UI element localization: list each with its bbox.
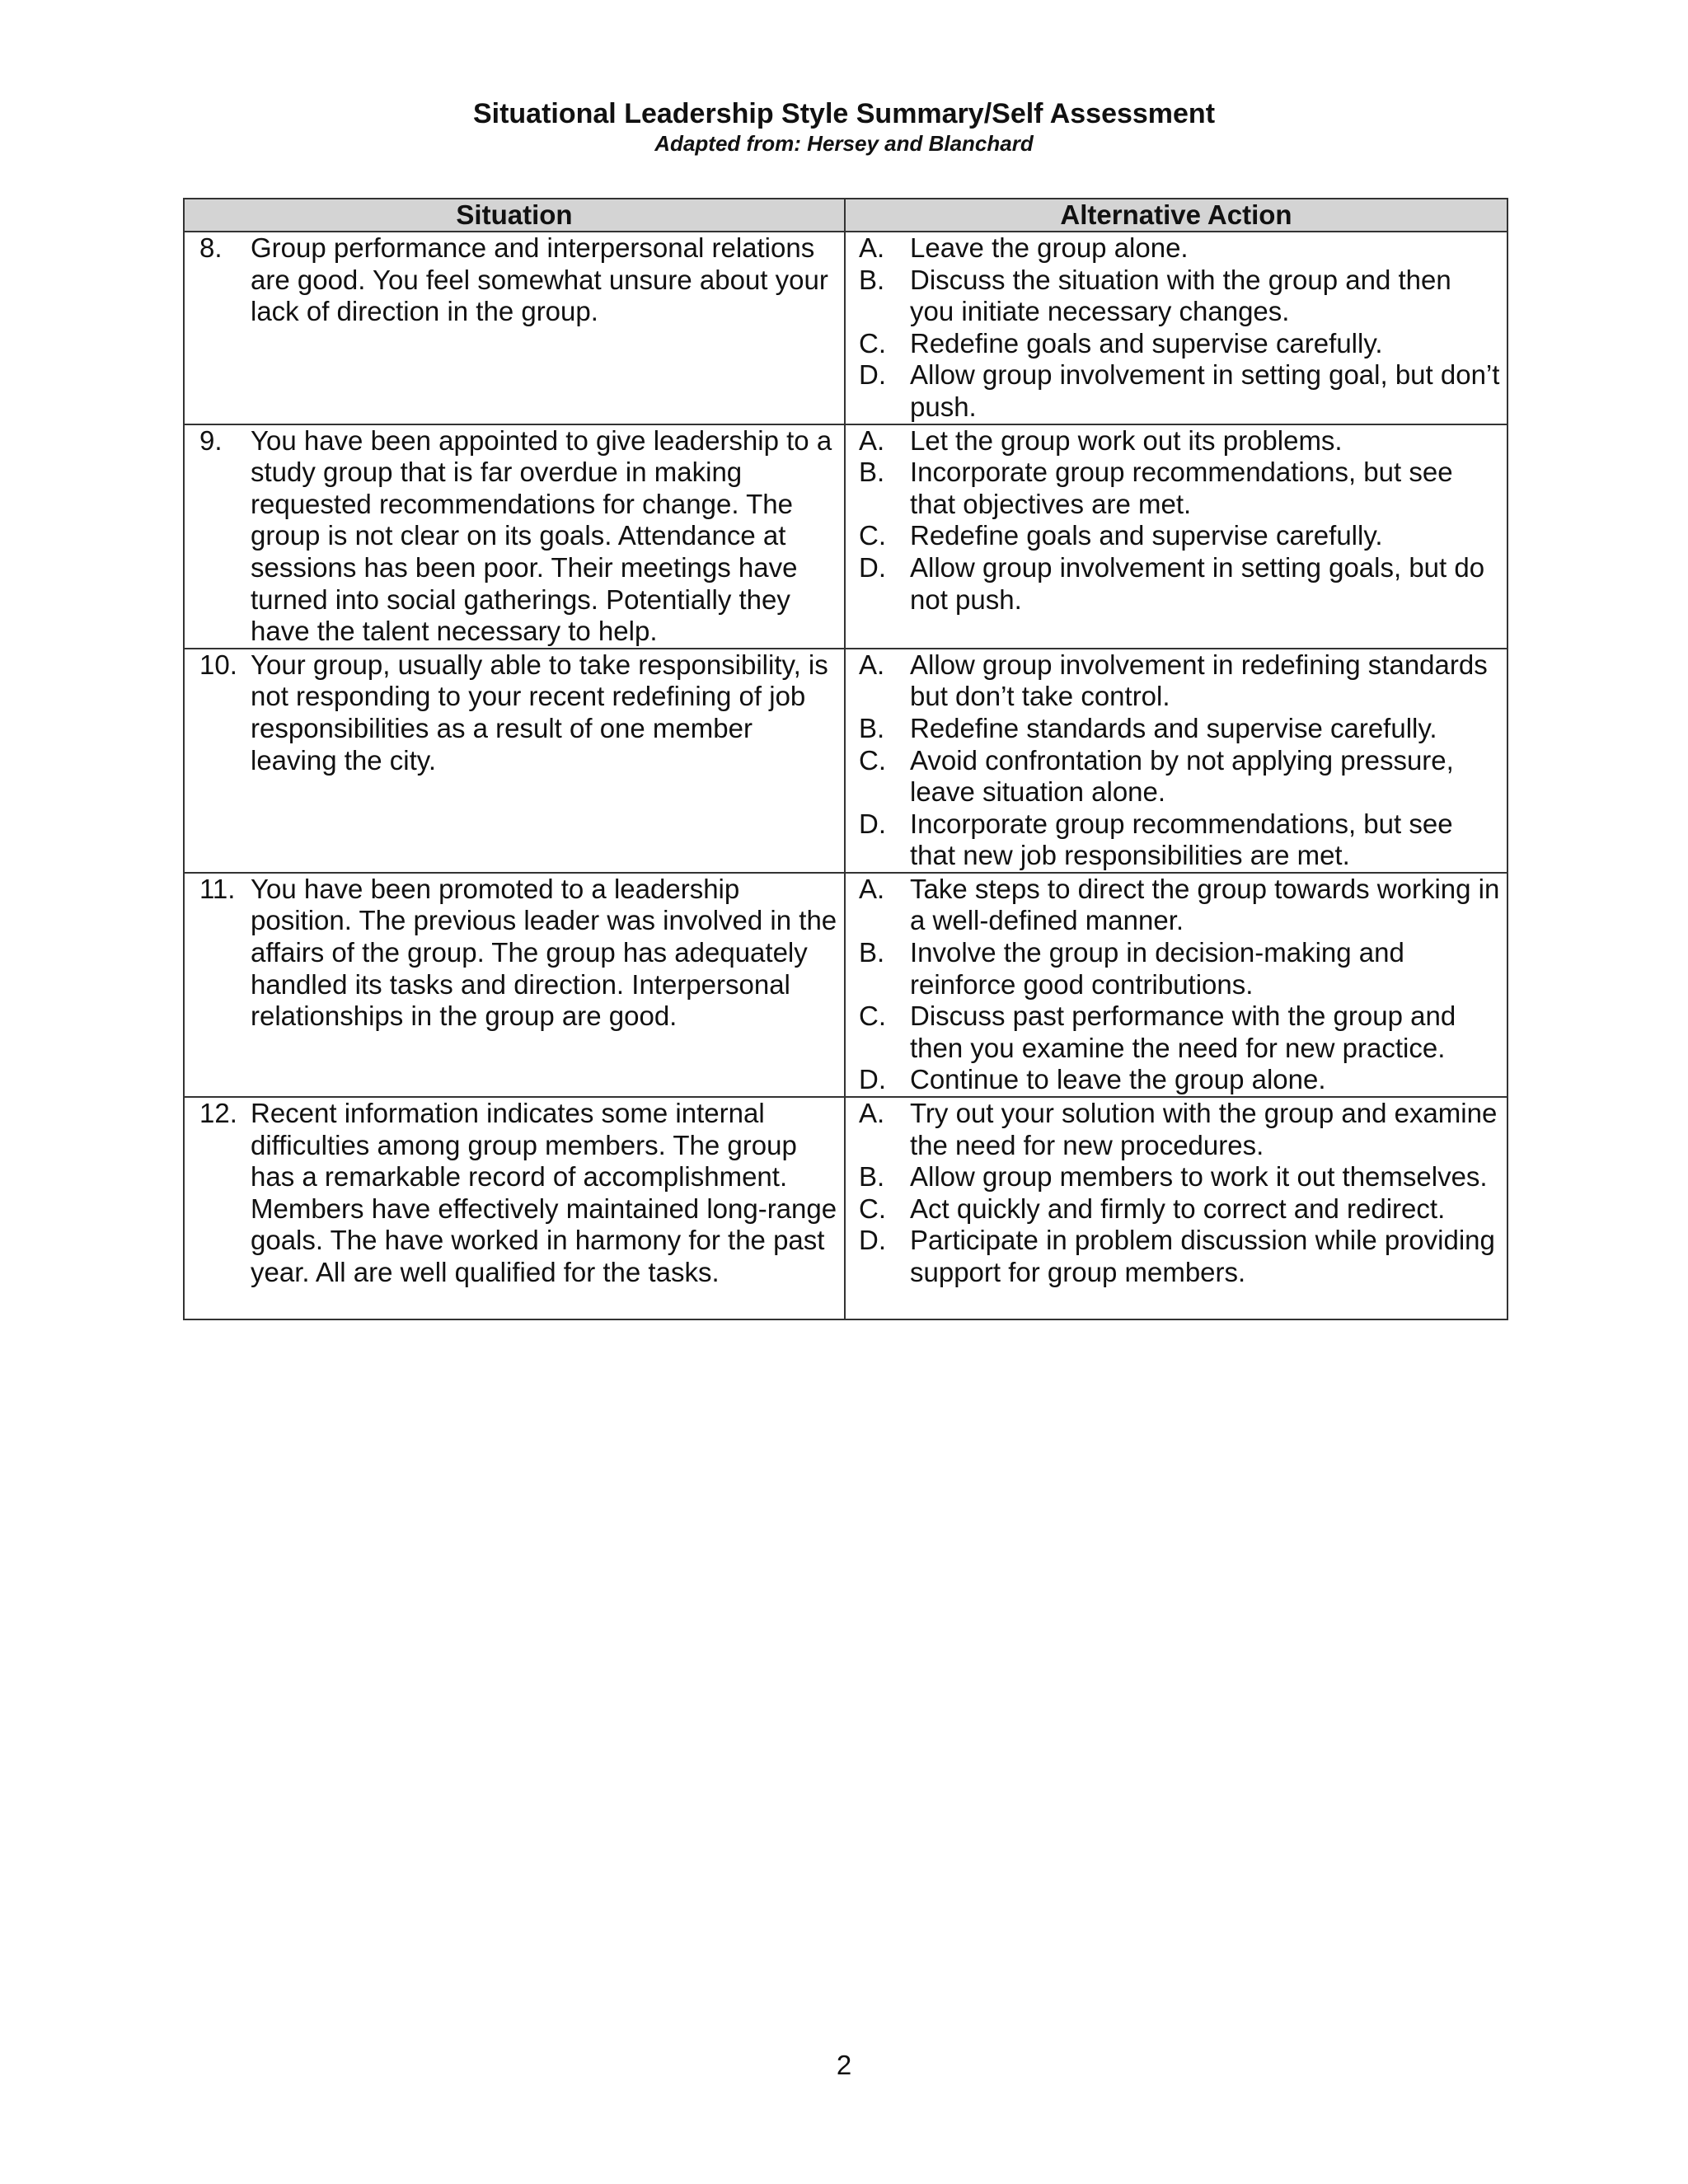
situation-number: 10. [199,649,237,680]
option-letter: D. [859,1225,886,1256]
actions-cell [845,424,1507,649]
header-situation: Situation [184,199,845,232]
option-text: Let the group work out its problems. [910,424,1343,456]
option-text: Redefine standards and supervise carefully. [910,712,1437,743]
action-option [846,1225,1500,1288]
option-letter: B. [859,712,885,743]
option-text: Participate in problem discussion while providing support for group members. [910,1225,1495,1287]
actions-cell [845,1097,1507,1319]
option-letter: A. [859,424,885,456]
table-row [184,232,1507,424]
action-option [846,520,1500,552]
document-subtitle: Adapted from: Hersey and Blanchard [654,131,1034,156]
situation-text: Your group, usually able to take responsibility, is not responding to your recent redefining of job responsibilities as a result of one member leaving the city. [251,649,828,776]
action-option [846,745,1500,808]
option-letter: B. [859,937,885,968]
action-option [846,649,1500,713]
situation-number: 9. [199,424,223,456]
action-option [846,1098,1500,1161]
option-text: Act quickly and firmly to correct and redirect. [910,1193,1446,1224]
option-letter: D. [859,359,886,391]
situation-number: 11. [199,873,236,904]
option-letter: B. [859,457,885,488]
action-option [846,713,1500,745]
table-row [184,424,1507,649]
table-row [184,1097,1507,1319]
action-option [846,552,1500,616]
situation-cell [184,232,845,424]
option-text: Try out your solution with the group and examine the need for new procedures. [910,1098,1498,1160]
action-option [846,1193,1500,1226]
table-row [184,873,1507,1097]
table-row [184,649,1507,873]
action-option [846,937,1500,1001]
situation-number: 8. [199,232,223,263]
option-letter: C. [859,744,886,776]
option-text: Avoid confrontation by not applying pressure, leave situation alone. [910,744,1454,808]
situation-cell [184,424,845,649]
option-letter: C. [859,520,886,551]
action-option [846,874,1500,937]
table-header-row [184,199,1507,232]
option-text: Incorporate group recommendations, but see that objectives are met. [910,457,1453,519]
document-title: Situational Leadership Style Summary/Self Assessment [472,98,1216,129]
option-letter: A. [859,873,885,904]
option-letter: C. [859,1193,886,1224]
option-text: Allow group involvement in setting goals, but do not push. [910,551,1485,615]
option-letter: A. [859,649,885,680]
option-letter: B. [859,264,885,295]
situation-cell [184,649,845,873]
action-option [846,1001,1500,1064]
option-text: Allow group members to work it out themselves. [910,1161,1488,1193]
option-letter: C. [859,1001,886,1032]
option-text: Leave the group alone. [910,232,1189,263]
option-letter: A. [859,1098,885,1129]
action-option [846,1161,1500,1193]
action-option [846,457,1500,520]
situation-text: You have been appointed to give leadership to a study group that is far overdue in making requested recommendations for change. The group is not clear on its goals. Attendance at sessions has been poor. Their meetings have turned into social gatherings. Potentially they have the talent necessary to help. [251,424,832,647]
situation-cell [184,1097,845,1319]
option-text: Allow group involvement in setting goal, but don’t push. [910,359,1500,422]
action-option [846,425,1500,457]
situation-number: 12. [199,1098,237,1129]
page-number: 2 [836,2050,852,2080]
option-text: Continue to leave the group alone. [910,1064,1326,1095]
option-letter: D. [859,551,886,583]
actions-cell [845,649,1507,873]
action-option [846,328,1500,360]
actions-cell [845,232,1507,424]
option-text: Incorporate group recommendations, but see that new job responsibilities are met. [910,808,1453,871]
option-text: Redefine goals and supervise carefully. [910,520,1383,551]
option-text: Allow group involvement in redefining standards but don’t take control. [910,649,1488,712]
situation-cell [184,873,845,1097]
option-letter: A. [859,232,885,263]
option-text: Discuss past performance with the group and then you examine the need for new practice. [910,1001,1456,1063]
option-text: Involve the group in decision-making and reinforce good contributions. [910,937,1404,1000]
header-alternative-action: Alternative Action [845,199,1507,232]
option-text: Take steps to direct the group towards working in a well-defined manner. [910,873,1500,936]
actions-cell [845,873,1507,1097]
action-option [846,808,1500,872]
option-text: Redefine goals and supervise carefully. [910,327,1383,359]
action-option [846,265,1500,328]
option-letter: C. [859,327,886,359]
situation-text: Group performance and interpersonal relations are good. You feel somewhat unsure about your lack of direction in the group. [251,232,828,327]
situation-text: You have been promoted to a leadership position. The previous leader was involved in the affairs of the group. The group has adequately handled its tasks and direction. Interpersonal relationships in the group are good. [251,873,837,1032]
action-option [846,1064,1500,1096]
action-option [846,232,1500,265]
option-letter: B. [859,1161,885,1193]
option-letter: D. [859,808,886,839]
option-text: Discuss the situation with the group and then you initiate necessary changes. [910,264,1451,327]
option-letter: D. [859,1064,886,1095]
assessment-table [183,198,1508,1320]
action-option [846,359,1500,423]
situation-text: Recent information indicates some internal difficulties among group members. The group has a remarkable record of accomplishment. Members have effectively maintained long-range goals. The have worked in harmony for the past year. All are well qualified for the tasks. [251,1098,837,1287]
